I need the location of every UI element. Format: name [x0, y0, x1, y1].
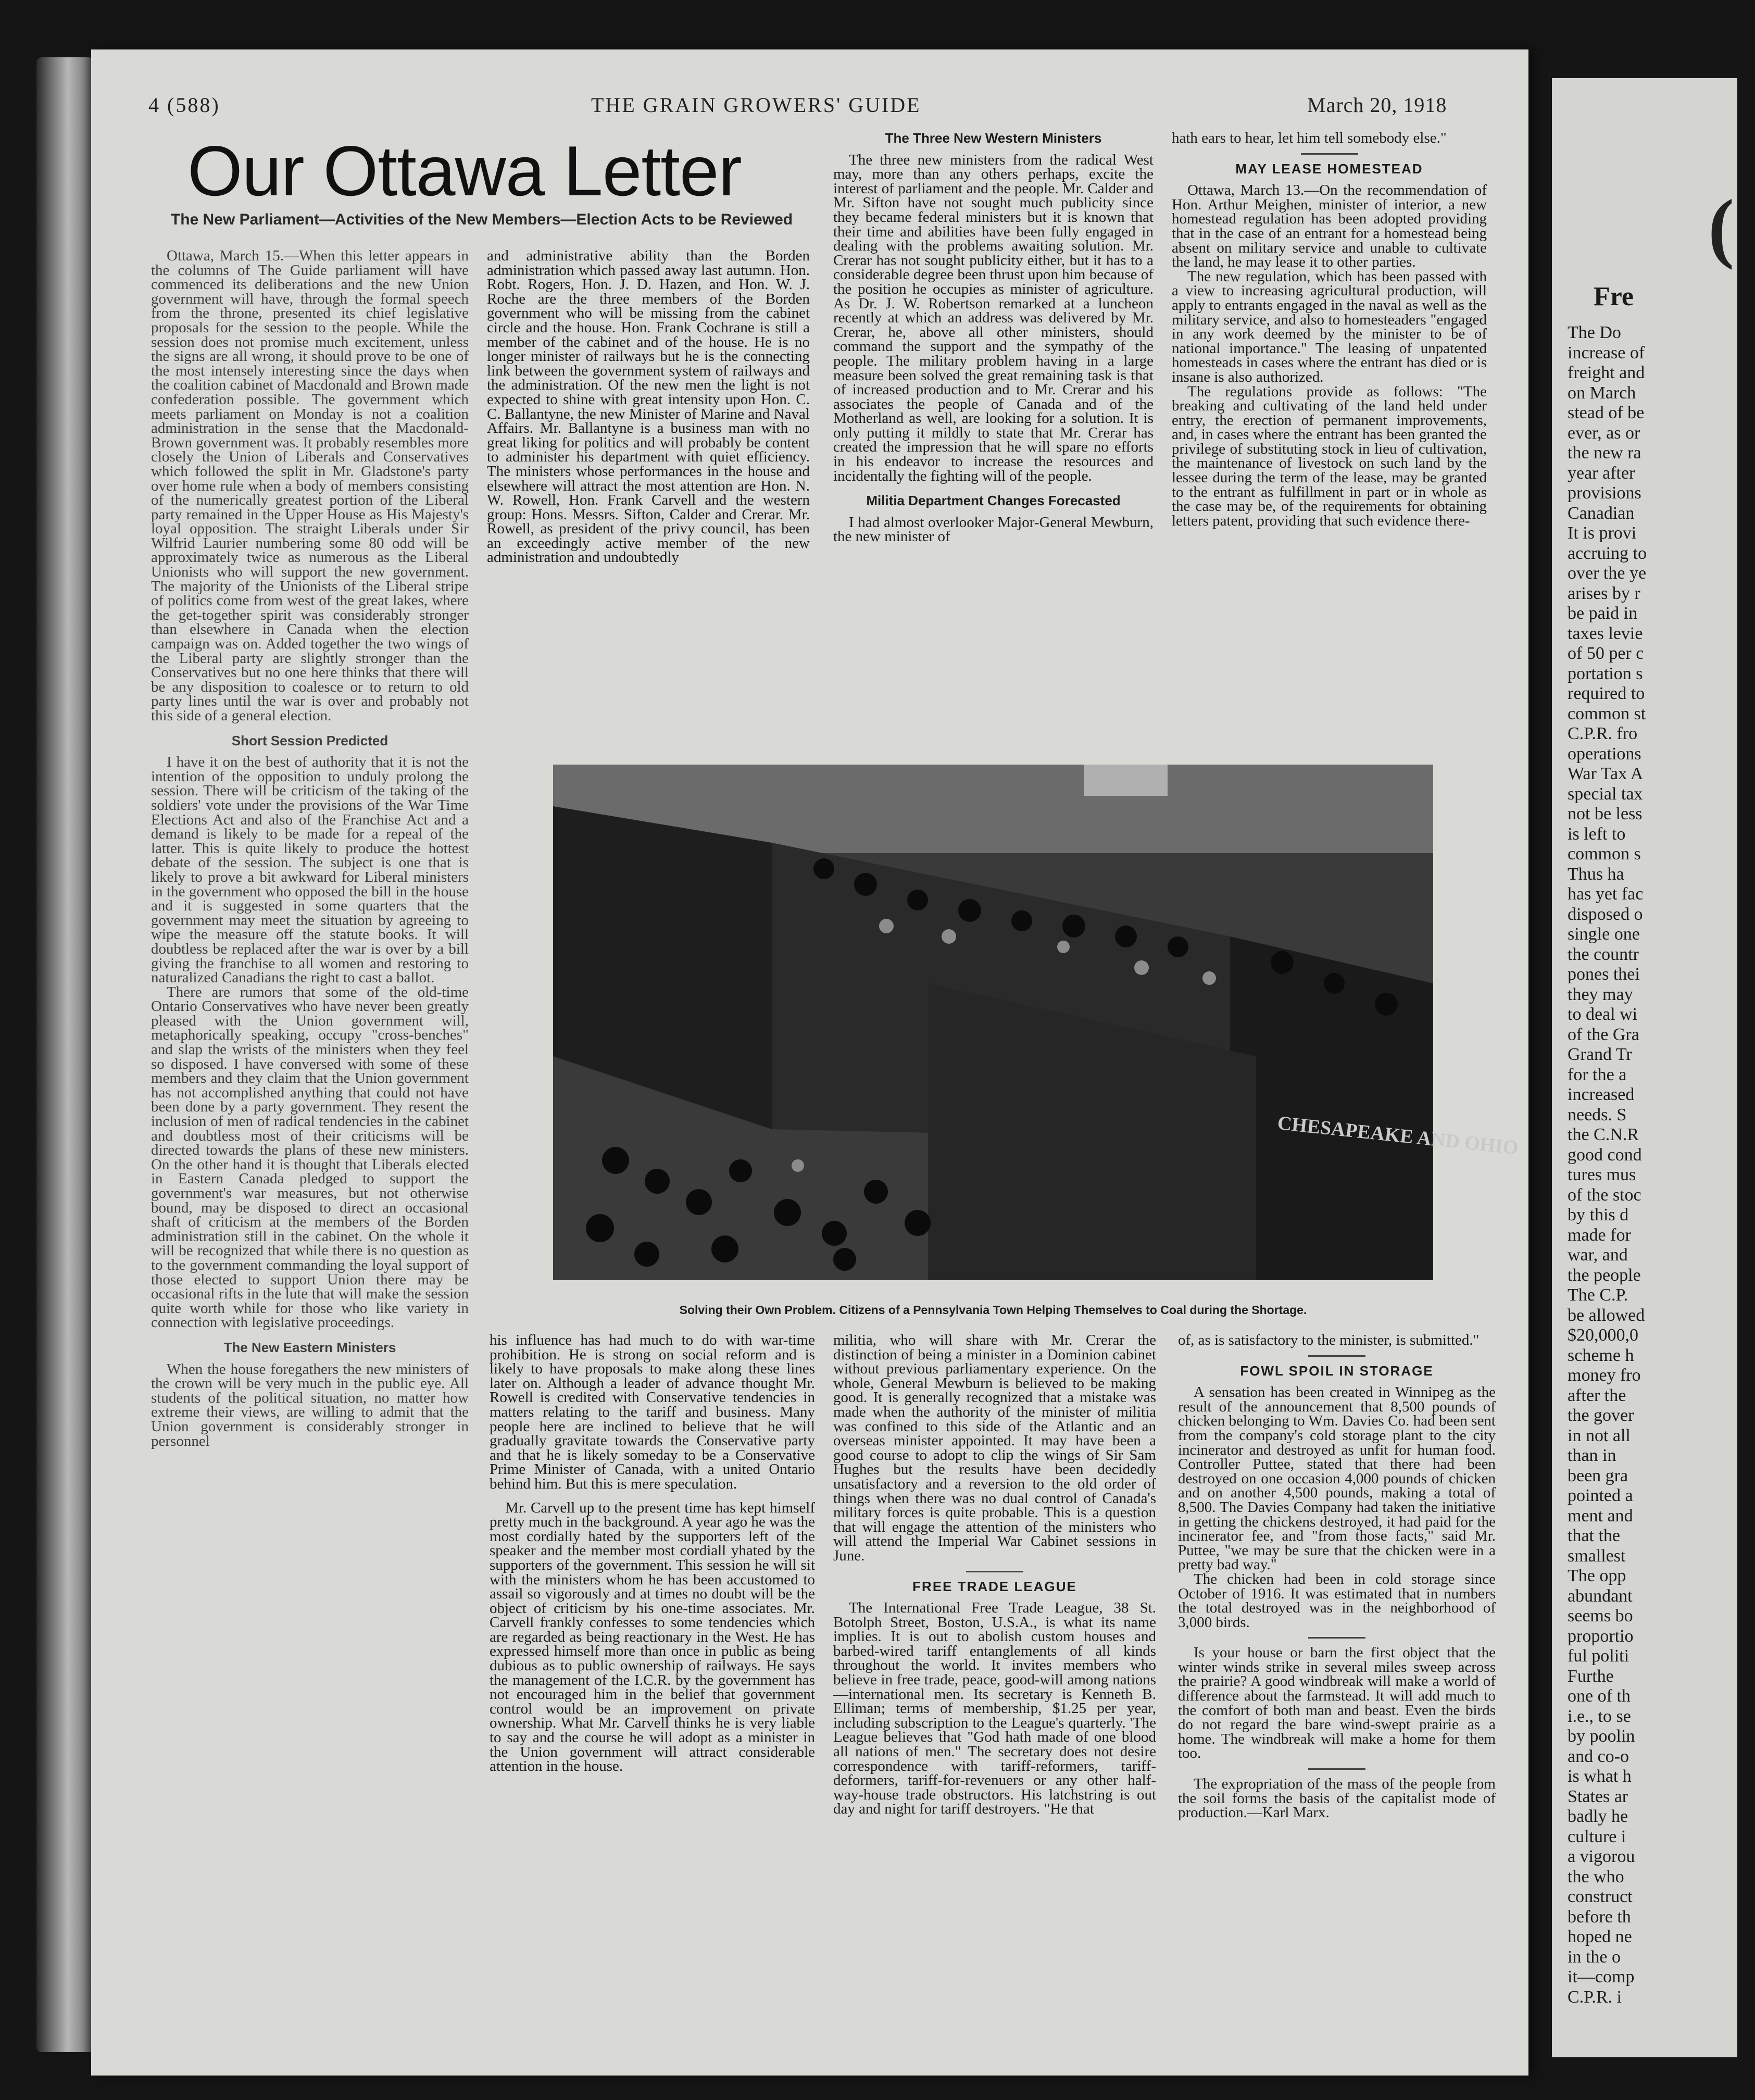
facing-page-text: The Do increase of freight and on March stead of be ever, as or the new ra year after provisions Canadian It is provi accruing to over the ye arises by r be paid in taxes levie of 50 per c portation s required to common st C.P.R. fro operations War Tax A special tax not be less is left to common s Thus ha has yet fac disposed o single one the countr pones thei they may to deal wi of the Gra Grand Tr for the a increased needs. S the C.N.R good cond tures mus of the stoc by this d made for war, and the people The C.P. be allowed $20,000,0 scheme h money fro after the the gover in not all than in been gra pointed a ment and that the smallest The opp abundant seems bo proportio ful politi Furthe one of th i.e., to se by poolin and co-o is what h States ar badly he culture i a vigorou the who construct before th hoped ne in the o it—comp C.P.R. i — [1568, 323, 1647, 2007]
divider-rule — [966, 1571, 1023, 1572]
paragraph: A sensation has been created in Winnipeg as the result of the announcement that 8,500 pounds of chicken belonging to Wm. Davies Co. had been sent from the company's cold storage plant to the city incinerator and destroyed as unfit for human food. Controller Puttee, stated that there had been destroyed on one occasion 4,000 pounds of chicken and on another 4,500 pounds, making a total of 8,500. The Davies Company had taken the initiative in getting the chickens destroyed, it had paid for the incinerator fee, and "from those facts," said Mr. Puttee, "we may be sure that the chicken were in a pretty bad way." — [1178, 1384, 1496, 1573]
paragraph: Is your house or barn the first object that the winter winds strike in several miles sweep across the prairie? A good windbreak will make a world of difference about the farmstead. It will add much to the comfort of both man and beast. Even the birds do not regard the bare wind-swept prairie as a home. The windbreak will make a home for them too. — [1178, 1644, 1496, 1762]
news-photograph — [553, 765, 1520, 1280]
issue-date: March 20, 1918 — [1307, 93, 1447, 117]
paragraph: Ottawa, March 13.—On the recommendation of Hon. Arthur Meighen, minister of interior, a new homestead regulation has been adopted providing that in the case of an entrant for a homestead being absent on military service and unable to cultivate the land, he may lease it to other parties. — [1172, 182, 1487, 271]
divider-rule — [1308, 1637, 1365, 1639]
column-4-bottom — [1178, 1333, 1496, 2010]
column-2-bottom — [490, 1333, 815, 2010]
column-3-bottom — [833, 1333, 1156, 2010]
subheading: Short Session Predicted — [231, 732, 388, 748]
article-headline: Our Ottawa Letter — [187, 131, 742, 210]
paragraph: I have it on the best of authority that it is not the intention of the opposition to unduly prolong the session. There will be criticism of the taking of the soldiers' vote under the provisions of the War Time Elections Act and also of the Franchise Act and a demand is likely to be made for a repeal of the latter. This is quite likely to produce the hottest debate of the session. The subject is one that is likely to prove a bit awkward for Liberal ministers in the government who opposed the bill in the house and it is suggested in some quarters that the government may meet the situation by agreeing to wipe the measure off the statute books. It will doubtless be replaced after the war is over by a bill giving the franchise to all women and restoring to naturalized Canadians the right to cast a ballot. — [151, 754, 469, 986]
paragraph: Mr. Carvell up to the present time has kept himself pretty much in the background. A year ago he was the most cordially hated by the supporters left of the speaker and the member most cordiall yhated by the supporters of the government. This session he will sit with the ministers whom he has been accustomed to assail so vigorously and at times no doubt will be the object of criticism by his one-time associates. Mr. Carvell frankly confesses to some tendencies which are regarded as being reactionary in the West. He has expressed himself more than once in public as being dubious as to public ownership of railways. He says the management of the I.C.R. by the government has not encouraged him in the belief that government control would be an improvement on private ownership. What Mr. Carvell thinks he is very liable to say and the course he will adopt as a minister in the Union government will attract considerable attention in the house. — [490, 1499, 815, 1775]
paragraph: The new regulation, which has been passed with a view to increasing agricultural production, will apply to entrants engaged in the naval as well as the military service, and also to homesteaders "engaged in any work deemed by the minister to be of national importance." The leasing of unpatented homesteads in cases where the entrant has died or is insane is also authorized. — [1172, 268, 1487, 385]
paragraph: his influence has had much to do with war-time prohibition. He is strong on social reform and is likely to have proposals to make along these lines later on. Although a leader of advance thought Mr. Rowell is credited with Conservative tendencies in matters relating to the tariff and business. Many people here are inclined to believe that he will gradually gravitate towards the Conservative party and that he is likely someday to be a Conservative Prime Minister of Canada, with a united Ontario behind him. But this is mere speculation. — [490, 1332, 815, 1492]
divider-rule — [1308, 1355, 1365, 1357]
paragraph: The expropriation of the mass of the people from the soil forms the basis of the capitalist mode of production.—Karl Marx. — [1178, 1776, 1496, 1821]
book-spine-edge — [36, 57, 94, 2052]
facing-page-edge — [1552, 78, 1737, 2057]
coal-car-crowd-image — [553, 765, 1520, 1280]
subheading: The New Eastern Ministers — [223, 1339, 396, 1355]
facing-page-heading: Fre — [1594, 282, 1634, 311]
subheading: FREE TRADE LEAGUE — [912, 1578, 1077, 1594]
subheading: The Three New Western Ministers — [885, 130, 1102, 146]
paragraph: The regulations provide as follows: "The breaking and cultivating of the land held under entry, the erection of permanent improvements, and, in cases where the entrant has been granted the privilege of substituting stock in lieu of cultivation, the maintenance of livestock on such land by the lessee during the term of the lease, may be granted to the entrant as fulfillment in part or in whole as the case may be, of the requirements for obtaining letters patent, providing that such evidence there- — [1172, 383, 1487, 529]
column-2-top — [487, 249, 810, 741]
paragraph: The chicken had been in cold storage since October of 1916. It was estimated that in numbers the total destroyed was in the neighborhood of 3,000 birds. — [1178, 1570, 1496, 1631]
column-3-top — [833, 131, 1154, 741]
paragraph: and administrative ability than the Borden administration which passed away last autumn. Hon. Robt. Rogers, Hon. J. D. Hazen, and Hon. W. J. Roche are the three members of the Borden government who will be missing from the cabinet circle and the house. Hon. Frank Cochrane is still a member of the cabinet and of the house. He is no longer minister of railways but he is the connecting link between the government system of railways and the administration. Of the new men the light is not expected to shine with great intensity upon Hon. C. C. Ballantyne, the new Minister of Marine and Naval Affairs. Mr. Ballantyne is a business man with no great liking for politics and will probably be content to administer his department with quiet efficiency. The ministers whose performances in the house and elsewhere will attract the most attention are Hon. N. W. Rowell, Hon. Frank Carvell and the western group: Hons. Messrs. Sifton, Calder and Crerar. Mr. Rowell, as president of the privy council, has been an exceedingly active member of the new administration and undoubtedly — [487, 247, 810, 566]
paragraph: militia, who will share with Mr. Crerar the distinction of being a minister in a Dominion cabinet without previous parliamentary experience. On the whole, General Mewburn is believed to be making good. It is generally recognized that a mistake was made when the authority of the minister of militia was confined to this side of the Atlantic and an overseas minister appointed. It may have been a good course to adopt to clip the wings of Sir Sam Hughes but the results have been decidedly unsatisfactory and a reversion to the old order of things when there was no dual control of Canada's military forces is quite probable. This is a question that will engage the attention of the ministers who will attend the Imperial War Cabinet sessions in June. — [833, 1332, 1156, 1564]
paragraph: Ottawa, March 15.—When this letter appears in the columns of The Guide parliament will have commenced its deliberations and the new Union government will have, through the formal speech from the throne, presented its chief legislative proposals for the session to the people. While the session does not promise much excitement, unless the signs are all wrong, it should prove to be one of the most intensely interesting since the days when the coalition cabinet of Macdonald and Brown made confederation possible. The government which meets parliament on Monday is not a coalition administration in the sense that the Macdonald-Brown government was. It probably resembles more closely the Union of Liberals and Conservatives which followed the split in Mr. Gladstone's party over home rule when a body of members consisting of the numerically greatest portion of the Liberal party remained in the Upper House as His Majesty's loyal opposition. The straight Liberals under Sir Wilfrid Laurier numbering some 80 odd will be approximately twice as numerous as the Liberal Unionists who will support the new government. The majority of the Unionists of the Liberal stripe of politics come from west of the great lakes, where the get-together spirit was considerably stronger than elsewhere in Canada when the election campaign was on. Added together the two wings of the Liberal party are slightly stronger than the Conservatives but no one here thinks that there will be any disposition to coalesce or to return to old party lines until the war is over and probably not this side of a general election. — [151, 247, 469, 724]
divider-rule — [1301, 153, 1358, 155]
paragraph: hath ears to hear, let him tell somebody else." — [1172, 130, 1447, 146]
article-deck: The New Parliament—Activities of the New Members—Election Acts to be Reviewed — [170, 211, 793, 228]
page-number: 4 (588) — [148, 93, 220, 117]
paragraph: When the house foregathers the new ministers of the crown will be very much in the public eye. All students of the political situation, no matter how extreme their views, are willing to admit that the Union government is considerably stronger in personnel — [151, 1360, 469, 1449]
publication-title: THE GRAIN GROWERS' GUIDE — [591, 93, 921, 117]
subheading: FOWL SPOIL IN STORAGE — [1240, 1362, 1434, 1379]
paragraph: of, as is satisfactory to the minister, is submitted." — [1178, 1332, 1480, 1348]
subheading: MAY LEASE HOMESTEAD — [1235, 160, 1423, 177]
subheading: Militia Department Changes Forecasted — [866, 493, 1121, 509]
paragraph: I had almost overlooker Major-General Mewburn, the new minister of — [833, 514, 1154, 545]
paragraph: The three new ministers from the radical West may, more than any others perhaps, excite the interest of parliament and the people. Mr. Calder and Mr. Sifton have not sought much publicity since they became federal ministers but it is known that their time and abilities have been fully engaged in dealing with the problems awaiting solution. Mr. Crerar has not sought publicity either, but it has to a considerable degree been thrust upon him because of the position he occupies as minister of agriculture. As Dr. J. W. Robertson remarked at a luncheon recently at which an address was delivered by Mr. Crerar, he, above all other ministers, should command the support and the sympathy of the people. The military problem having in a large measure been solved the great remaining task is that of increased production and to Mr. Crerar and his associates the people of Canada and of the Motherland as well, are looking for a solution. It is only putting it mildly to state that Mr. Crerar has created the impression that he will spare no efforts in his endeavor to increase the resources and incidentally the fighting will of the people. — [833, 151, 1154, 484]
column-4-top — [1172, 131, 1487, 741]
paragraph: There are rumors that some of the old-time Ontario Conservatives who have never been greatly pleased with the Union government will, metaphorically speaking, occupy "cross-benches" and slap the wrists of the ministers when they feel so disposed. I have conversed with some of these members and they claim that the Union government has not accomplished anything that could not have been done by a party government. They resent the inclusion of men of radical tendencies in the cabinet and doubtless most of their criticisms will be directed towards the plans of these new ministers. On the other hand it is thought that Liberals elected in Eastern Canada pledged to support the government's war measures, but not otherwise bound, may be disposed to direct an occasional shaft of criticism at the members of the Borden administration still in the cabinet. On the whole it will be recognized that while there is no question as to the government commanding the loyal support of those elected to support Union there may be occasional rifts in the lute that will make the session quite worth while for those who like variety in connection with legislative proceedings. — [151, 983, 469, 1331]
car-lettering: CHESAPEAKE AND OHIO — [1276, 1112, 1520, 1159]
divider-rule — [1308, 1768, 1365, 1770]
paragraph: The International Free Trade League, 38 St. Botolph Street, Boston, U.S.A., is what its name implies. It is out to abolish custom houses and barbed-wired tariff entanglements of all kinds throughout the world. It invites members who believe in free trade, peace, good-will among nations—international men. Its secretary is Kenneth B. Elliman; terms of membership, $1.25 per year, including subscription to the League's quarterly. 'The League believes that "God hath made of one blood all nations of men." The secretary does not desire correspondence with tariff-reformers, tariff-deformers, tariff-for-revenuers or any other half-way-house trade obstructors. His latchstring is out day and night for tariff destroyers. "He that — [833, 1599, 1156, 1818]
column-1 — [151, 249, 469, 2015]
photo-caption: Solving their Own Problem. Citizens of a Pennsylvania Town Helping Themselves to Coal during the Shortage. — [679, 1303, 1307, 1317]
facing-page-initial: ( — [1708, 184, 1734, 270]
